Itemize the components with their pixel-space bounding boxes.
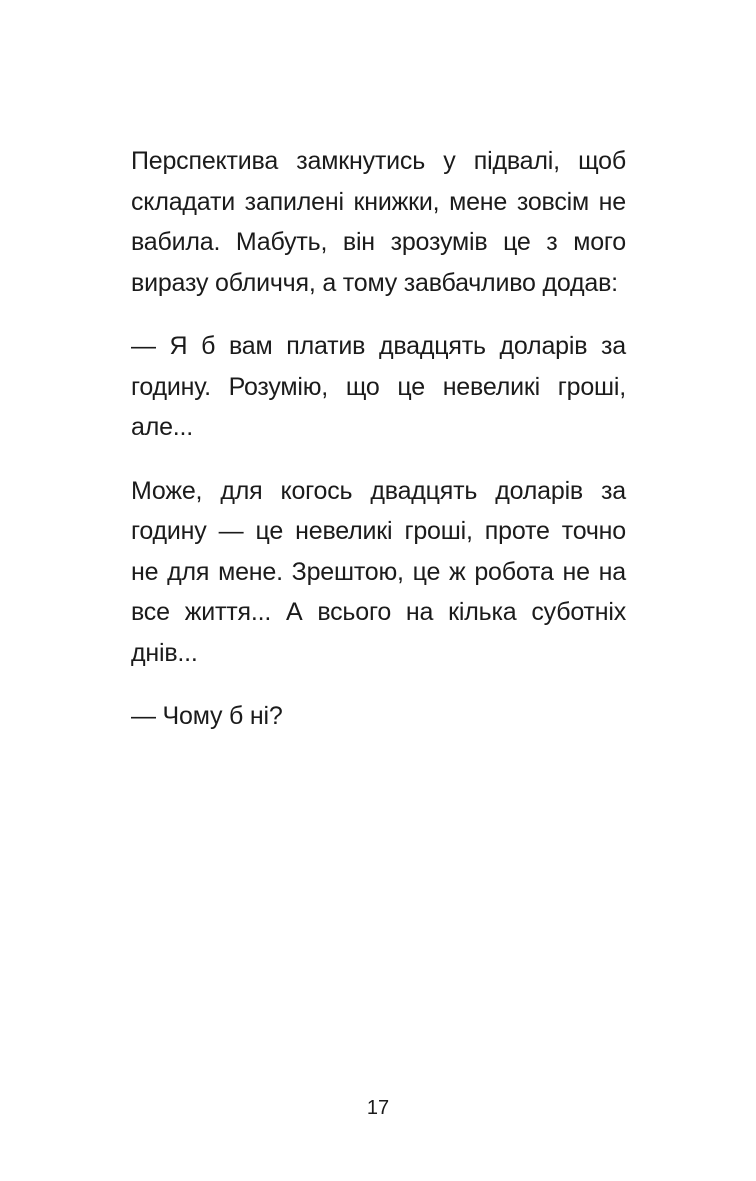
paragraph-2: — Я б вам платив двадцять доларів за годину. Розумію, що це невеликі гроші, але... — [131, 332, 626, 441]
page-body-text — [131, 141, 626, 760]
page-number: 17 — [366, 1097, 390, 1119]
paragraph-4: — Чому б ні? — [131, 702, 283, 730]
paragraph-3: Може, для когось двадцять доларів за годину — це невеликі гроші, проте точно не для мене. Зрештою, це ж робота не на все життя... А всього на кілька суботніх днів... — [131, 476, 626, 667]
paragraph-1: Перспектива замкнутись у підвалі, щоб складати запилені книжки, мене зовсім не вабила. Мабуть, він зрозумів це з мого виразу обличчя, а тому завбачливо додав: — [131, 147, 626, 297]
